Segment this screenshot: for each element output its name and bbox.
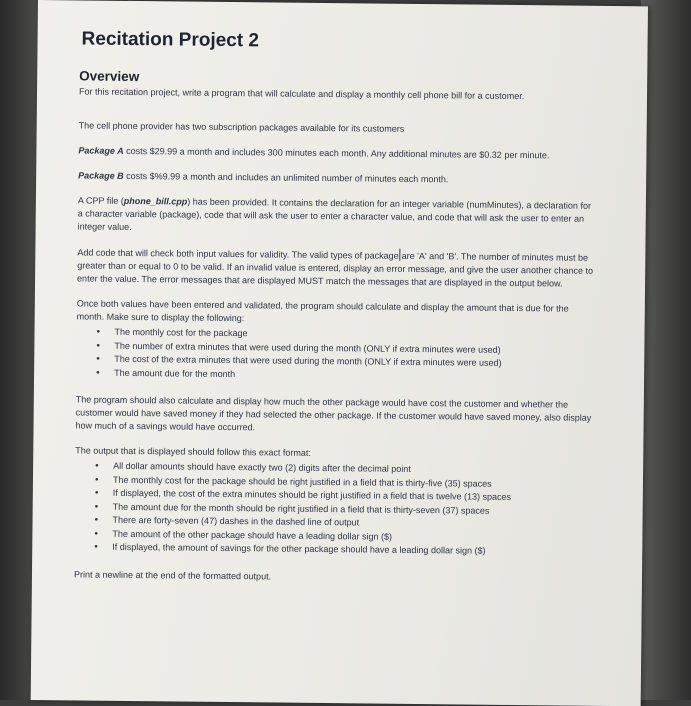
cpp-file-name: phone_bill.cpp bbox=[123, 195, 188, 207]
newline-paragraph: Print a newline at the end of the formatted output. bbox=[73, 568, 272, 581]
package-a-paragraph bbox=[78, 144, 596, 162]
format-list bbox=[72, 459, 593, 559]
list-item: • There are forty-seven (47) dashes in the dashed line of output bbox=[94, 514, 360, 528]
validation-text-start: Add code that will check both input values for validity. The valid types of package bbox=[77, 247, 399, 261]
document-page bbox=[31, 0, 648, 706]
package-a-name: Package A bbox=[78, 145, 124, 156]
overview-paragraph: For this recitation project, write a program that will calculate and display a monthly cell phone bill for a customer. bbox=[78, 86, 525, 102]
overview-heading: Overview bbox=[79, 68, 140, 85]
cpp-file-suffix: ) has been provided. It contains the declaration for an integer variable (numMinutes), a declaration for a character variable (package), code that will ask the user to enter a character value, and code that will ask the user to enter an integer value. bbox=[77, 196, 592, 232]
list-item: • If displayed, the amount of savings for the other package should have a leading dollar sign ($) bbox=[94, 541, 486, 556]
bullet-icon: • bbox=[94, 474, 99, 486]
list-item: • If displayed, the cost of the extra minutes should be right justified in a field that is twelve (13) spaces bbox=[94, 487, 512, 502]
validation-text-end: are 'A' and 'B'. The number of minutes must be greater than or equal to 0 to be valid. If an invalid value is entered, display an error message, and give the user another chance to enter the value. The error messages that are displayed MUST match the messages that are displayed in the output below. bbox=[77, 250, 594, 289]
calculation-list bbox=[74, 325, 595, 384]
package-a-description: costs $29.99 a month and includes 300 minutes each month. Any additional minutes are $0.32 per minute. bbox=[123, 145, 550, 161]
bullet-icon: • bbox=[94, 514, 99, 526]
format-paragraph: The output that is displayed should follow this exact format: bbox=[75, 445, 311, 458]
bullet-icon: • bbox=[94, 528, 98, 540]
bullet-icon: • bbox=[96, 340, 100, 352]
background-right-edge bbox=[641, 0, 691, 700]
bullet-icon: • bbox=[96, 353, 100, 365]
calculation-paragraph: Once both values have been entered and validated, the program should calculate and display the amount that is due for the month. Make sure to display the following: bbox=[76, 298, 569, 324]
cpp-file-prefix: A CPP file ( bbox=[77, 195, 124, 206]
bullet-icon: • bbox=[96, 326, 101, 338]
package-b-paragraph bbox=[78, 169, 596, 187]
package-b-description: costs $%9.99 a month and includes an unlimited number of minutes each month. bbox=[123, 170, 449, 185]
bullet-icon: • bbox=[94, 487, 99, 499]
list-item: • The cost of the extra minutes that were used during the month (ONLY if extra minutes were used) bbox=[96, 353, 502, 368]
other-package-paragraph: The program should also calculate and display how much the other package would have cost the customer and whether the customer would have saved money if they had selected the other package. If the customer would have saved money, also display how much of a savings would have occurred. bbox=[75, 394, 592, 433]
list-item: • The monthly cost for the package should be right justified in a field that is thirty-five (35) spaces bbox=[94, 474, 492, 489]
bullet-icon: • bbox=[96, 367, 100, 379]
bullet-icon: • bbox=[94, 541, 98, 553]
list-item: • All dollar amounts should have exactly two (2) digits after the decimal point bbox=[95, 460, 411, 474]
document-content bbox=[72, 28, 598, 598]
provider-paragraph: The cell phone provider has two subscription packages available for its customers bbox=[78, 120, 405, 134]
list-item: • The amount due for the month should be right justified in a field that is thirty-seven (37) spaces bbox=[94, 501, 490, 516]
page-title: Recitation Project 2 bbox=[81, 28, 260, 52]
validation-paragraph bbox=[77, 245, 595, 290]
list-item: • The number of extra minutes that were used during the month (ONLY if extra minutes were used) bbox=[96, 340, 501, 355]
list-item: • The monthly cost for the package bbox=[96, 326, 248, 339]
list-item: • The amount due for the month bbox=[96, 367, 236, 379]
list-item: • The amount of the other package should have a leading dollar sign ($) bbox=[94, 528, 393, 542]
bullet-icon: • bbox=[95, 460, 99, 472]
package-b-name: Package B bbox=[78, 170, 124, 181]
cpp-file-paragraph bbox=[78, 194, 596, 238]
bullet-icon: • bbox=[94, 501, 99, 513]
